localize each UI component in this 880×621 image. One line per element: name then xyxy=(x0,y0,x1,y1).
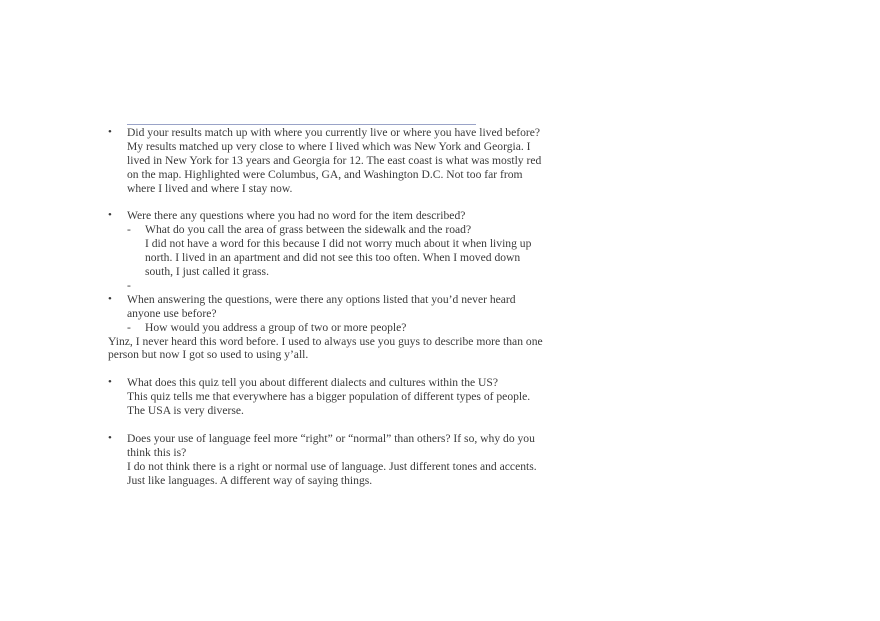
question-item-3 xyxy=(108,293,548,321)
answer-text: Yinz, I never heard this word before. I used to always use you guys to describe more than one person but now I got so used to using y’all. xyxy=(108,334,543,362)
spacer xyxy=(108,362,548,376)
sub-answer-text: I did not have a word for this because I did not worry much about it when living up north. I lived in an apartment and did not see this too often. When I moved down south, I just called it grass. xyxy=(145,237,532,279)
question-item-4 xyxy=(108,376,548,418)
question-item-2 xyxy=(108,209,548,223)
document-body xyxy=(108,126,548,488)
spacer xyxy=(108,196,548,210)
sub-question-text: How would you address a group of two or more people? xyxy=(145,320,407,334)
question-text: Does your use of language feel more “right” or “normal” than others? If so, why do you think this is? xyxy=(127,431,535,459)
sub-question-item xyxy=(108,321,548,335)
empty-line xyxy=(145,279,548,293)
dash-icon: - xyxy=(127,223,131,237)
dash-icon: - xyxy=(127,278,131,292)
question-text: What does this quiz tell you about different dialects and cultures within the US? xyxy=(127,376,499,390)
bullet-icon: • xyxy=(108,126,112,138)
sub-question-text: What do you call the area of grass between the sidewalk and the road? xyxy=(145,223,472,237)
empty-sub-item xyxy=(108,279,548,293)
question-text: Were there any questions where you had no word for the item described? xyxy=(127,209,466,223)
question-item-1 xyxy=(108,126,548,196)
bullet-icon: • xyxy=(108,376,112,389)
sub-question-item xyxy=(108,223,548,279)
bullet-icon: • xyxy=(108,209,112,222)
question-item-5 xyxy=(108,432,548,488)
header-rule xyxy=(127,124,476,125)
dash-icon: - xyxy=(127,320,131,334)
answer-text: My results matched up very close to where I lived which was New York and Georgia. I lived in New York for 13 years and Georgia for 12. The east coast is what was mostly red on the map. Highlighted were Columbus, GA, and Washington D.C. Not too far from where I lived and where I stay now. xyxy=(127,139,542,195)
spacer xyxy=(108,418,548,432)
question-text: Did your results match up with where you currently live or where you have lived before? xyxy=(127,126,541,139)
bullet-icon: • xyxy=(108,431,112,444)
answer-text: This quiz tells me that everywhere has a bigger population of different types of people. The USA is very diverse. xyxy=(127,390,531,418)
bullet-icon: • xyxy=(108,292,112,305)
answer-text: I do not think there is a right or normal use of language. Just different tones and accents. Just like languages. A different way of saying things. xyxy=(127,459,537,487)
question-text: When answering the questions, were there any options listed that you’d never heard anyone use before? xyxy=(127,292,516,320)
